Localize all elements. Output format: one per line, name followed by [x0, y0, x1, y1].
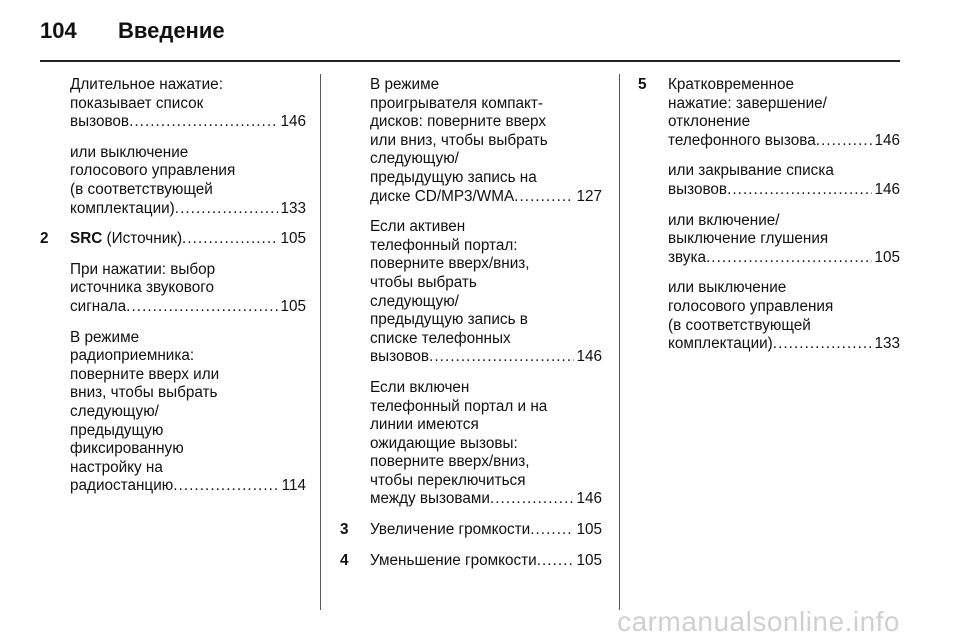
- entry-text: вызовов: [70, 113, 130, 131]
- dot-leader: [129, 113, 278, 132]
- dot-leader: [175, 200, 279, 219]
- toc-entry: [638, 279, 900, 353]
- entry-text: проигрывателя компакт-: [370, 94, 543, 112]
- entry-text: показывает список: [70, 94, 204, 112]
- entry-text: выключение глушения: [668, 230, 829, 248]
- toc-line: [70, 477, 306, 496]
- dot-leader: [490, 490, 575, 509]
- entry-text: комплектации): [668, 335, 773, 353]
- dot-leader: [429, 348, 574, 367]
- entry-text: поверните вверх/вниз,: [370, 255, 530, 273]
- entry-text: или вниз, чтобы выбрать: [370, 131, 548, 149]
- entry-text: звука: [668, 248, 706, 266]
- entry-text: чтобы переключиться: [370, 471, 526, 489]
- item-number: 2: [40, 230, 49, 248]
- toc-entry: [340, 218, 602, 367]
- column-divider-2: [619, 74, 620, 610]
- dot-leader: [530, 521, 574, 540]
- entry-text: списке телефонных: [370, 329, 511, 347]
- entry-text: предыдущую запись в: [370, 311, 528, 329]
- page-ref: 105: [576, 521, 602, 539]
- entry-text: поверните вверх/вниз,: [370, 453, 530, 471]
- column-3: [638, 76, 900, 366]
- entry-text: ожидающие вызовы:: [370, 434, 518, 452]
- toc-line: [370, 348, 602, 367]
- column-1: [40, 76, 306, 508]
- toc-entry: [638, 162, 900, 199]
- entry-text: следующую/: [70, 402, 159, 420]
- entry-text: поверните вверх или: [70, 365, 220, 383]
- toc-line: [70, 298, 306, 317]
- page-ref: 146: [280, 113, 306, 131]
- entry-text: фиксированную: [70, 440, 184, 458]
- entry-text: или выключение: [668, 279, 787, 297]
- page-ref: 105: [280, 230, 306, 248]
- toc-line: [370, 552, 602, 571]
- toc-line: [668, 249, 900, 268]
- toc-line: [668, 335, 900, 354]
- toc-line: [668, 181, 900, 200]
- entry-text: При нажатии: выбор: [70, 260, 216, 278]
- entry-text: В режиме: [70, 328, 140, 346]
- header-rule: [40, 60, 900, 62]
- item-number: 3: [340, 521, 349, 539]
- page-ref: 146: [874, 131, 900, 149]
- toc-line: [70, 200, 306, 219]
- keyword: SRC: [70, 230, 103, 248]
- entry-text: Длительное нажатие:: [70, 76, 223, 93]
- numbered-entry: [638, 76, 900, 150]
- dot-leader: [773, 335, 873, 354]
- page-ref: 146: [576, 490, 602, 508]
- entry-text: предыдущую: [70, 421, 164, 439]
- toc-entry: [638, 212, 900, 268]
- toc-entry: [40, 261, 306, 317]
- entry-text: вызовов: [668, 180, 728, 198]
- column-divider-1: [320, 74, 321, 610]
- entry-text: линии имеются: [370, 416, 479, 434]
- entry-text: телефонный портал:: [370, 236, 518, 254]
- entry-text: дисков: поверните вверх: [370, 113, 547, 131]
- entry-text: комплектации): [70, 199, 175, 217]
- watermark: carmanualsonline.info: [617, 606, 900, 637]
- entry-text: источника звукового: [70, 279, 214, 297]
- item-number: 4: [340, 551, 349, 569]
- toc-entry: [40, 329, 306, 496]
- dot-leader: [126, 298, 278, 317]
- numbered-entry: [340, 521, 602, 540]
- toc-line: [668, 132, 900, 151]
- entry-text: следующую/: [370, 150, 459, 168]
- entry-text: или закрывание списка: [668, 162, 834, 180]
- entry-text: чтобы выбрать: [370, 273, 477, 291]
- toc-line: [370, 188, 602, 207]
- entry-text: вниз, чтобы выбрать: [70, 384, 218, 402]
- entry-text: вызовов: [370, 348, 430, 366]
- entry-text: нажатие: завершение/: [668, 94, 827, 112]
- item-number: 5: [638, 76, 647, 93]
- toc-line: [370, 521, 602, 540]
- entry-text: или выключение: [70, 143, 189, 161]
- entry-text: голосового управления: [70, 162, 236, 180]
- page-ref: 105: [280, 297, 306, 315]
- entry-text: (в соответствующей: [668, 316, 811, 334]
- dot-leader: [706, 249, 872, 268]
- numbered-entry: [40, 230, 306, 249]
- toc-entry: [40, 144, 306, 218]
- entry-text: голосового управления: [668, 297, 834, 315]
- entry-text: В режиме: [370, 76, 440, 93]
- entry-text: (Источник): [102, 230, 183, 248]
- entry-text: Если включен: [370, 378, 470, 396]
- entry-text: (в соответствующей: [70, 180, 213, 198]
- entry-text: телефонный портал и на: [370, 397, 548, 415]
- page-ref: 114: [281, 477, 306, 495]
- entry-text: отклонение: [668, 113, 751, 131]
- dot-leader: [173, 477, 279, 496]
- entry-text: следующую/: [370, 292, 459, 310]
- entry-text: Если активен: [370, 218, 466, 236]
- dot-leader: [514, 188, 574, 207]
- page-number: 104: [40, 18, 77, 43]
- entry-text: настройку на: [70, 458, 163, 476]
- dot-leader: [727, 181, 872, 200]
- entry-text: радиоприемника:: [70, 347, 195, 365]
- entry-text: сигнала: [70, 297, 127, 315]
- entry-text: диске CD/MP3/WMA: [370, 187, 515, 205]
- toc-entry: [340, 76, 602, 206]
- dot-leader: [537, 552, 575, 571]
- entry-text: или включение/: [668, 211, 780, 229]
- entry-text: Кратковременное: [668, 76, 795, 93]
- page-ref: 105: [576, 551, 602, 569]
- page-title: Введение: [118, 18, 225, 43]
- page-ref: 133: [280, 199, 306, 217]
- page-ref: 127: [576, 187, 602, 205]
- numbered-entry: [340, 552, 602, 571]
- entry-text: телефонного вызова: [668, 131, 816, 149]
- entry-text: между вызовами: [370, 490, 490, 508]
- toc-line: [370, 490, 602, 509]
- entry-text: Увеличение громкости: [370, 521, 531, 539]
- entry-text: Уменьшение громкости: [370, 551, 537, 569]
- toc-entry: [340, 379, 602, 509]
- toc-line: [70, 230, 306, 249]
- page-ref: 146: [874, 180, 900, 198]
- page-ref: 133: [874, 335, 900, 353]
- page-header: [40, 18, 225, 44]
- entry-text: предыдущую запись на: [370, 168, 537, 186]
- dot-leader: [816, 132, 873, 151]
- column-2: [340, 76, 602, 582]
- toc-line: [70, 113, 306, 132]
- dot-leader: [182, 230, 278, 249]
- toc-entry: [40, 76, 306, 132]
- page-ref: 146: [576, 348, 602, 366]
- page-ref: 105: [874, 248, 900, 266]
- entry-text: радиостанцию: [70, 477, 174, 495]
